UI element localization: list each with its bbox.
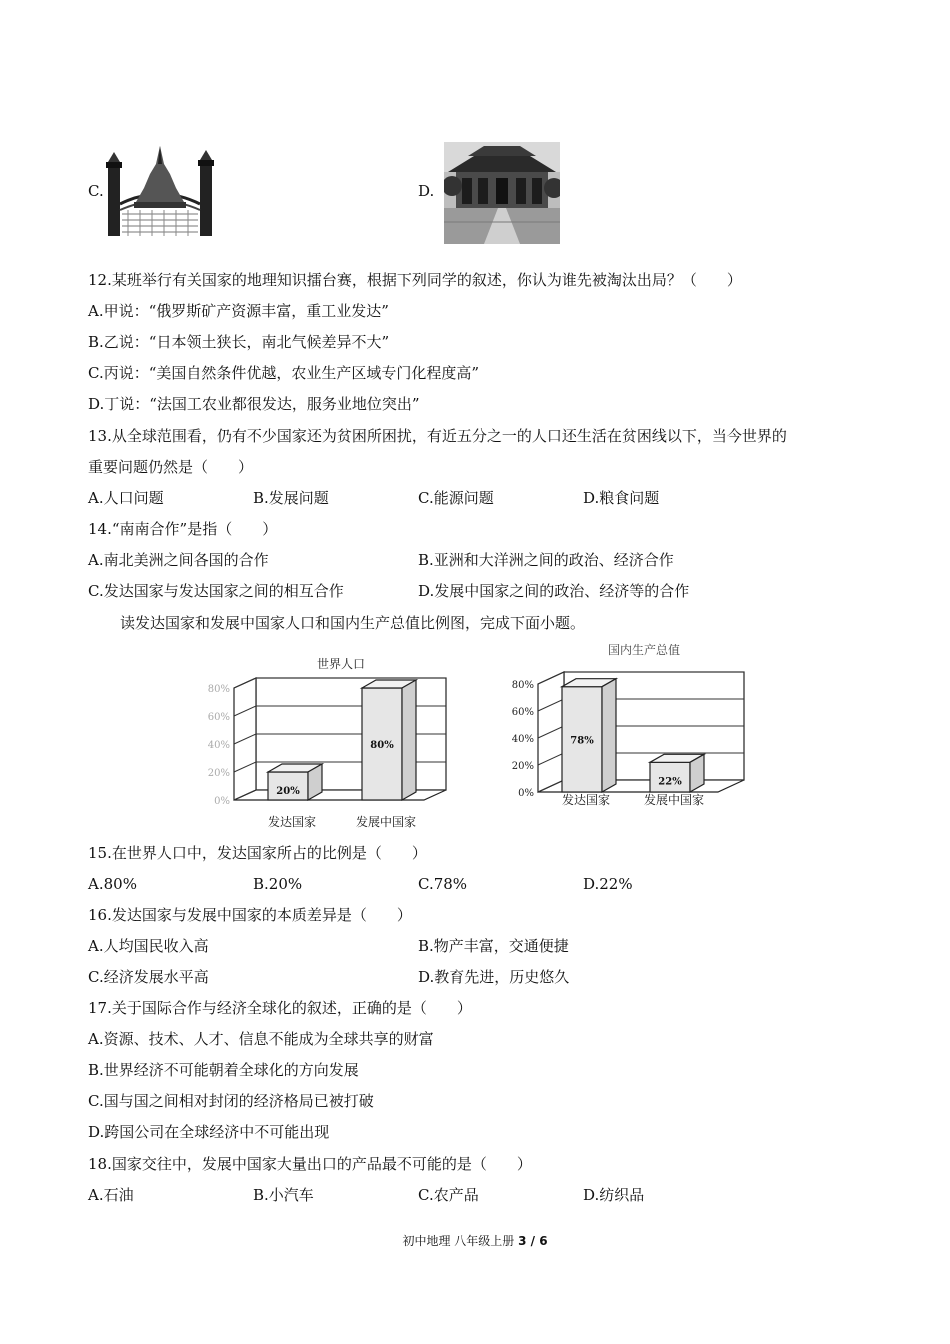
q14-stem: 14.“南南合作”是指（ ） bbox=[88, 520, 278, 538]
q12-stem: 12.某班举行有关国家的地理知识擂台赛，根据下列同学的叙述，你认为谁先被淘汰出局？（ ） bbox=[88, 271, 742, 289]
q12-option-b: B.乙说：“日本领土狭长，南北气候差异不大” bbox=[88, 333, 390, 351]
q17-option-b: B.世界经济不可能朝着全球化的方向发展 bbox=[88, 1061, 359, 1079]
q13-stem-line1: 13.从全球范围看，仍有不少国家还为贫困所困扰，有近五分之一的人口还生活在贫困线以下，当今世界的 bbox=[88, 427, 787, 445]
q17-stem: 17.关于国际合作与经济全球化的叙述，正确的是（ ） bbox=[88, 999, 472, 1017]
pop-chart-title: 世界人口 bbox=[316, 657, 366, 671]
pop-y-tick-label: 60% bbox=[207, 712, 230, 723]
pop-y-tick-label: 20% bbox=[207, 768, 230, 779]
q14-option-a: A.南北美洲之间各国的合作 bbox=[88, 551, 269, 569]
q12-option-d: D.丁说：“法国工农业都很发达，服务业地位突出” bbox=[88, 395, 420, 413]
chart-intro: 读发达国家和发展中国家人口和国内生产总值比例图，完成下面小题。 bbox=[120, 614, 586, 632]
page-separator: / bbox=[526, 1234, 540, 1248]
q15-option-a: A.80% bbox=[88, 875, 137, 893]
gdp-y-tick-label: 60% bbox=[511, 707, 534, 718]
gdp-y-tick-label: 0% bbox=[518, 788, 534, 799]
q17-option-a: A.资源、技术、人才、信息不能成为全球共享的财富 bbox=[88, 1030, 434, 1048]
q13-stem-line2: 重要问题仍然是（ ） bbox=[88, 458, 254, 476]
q18-option-b: B.小汽车 bbox=[253, 1186, 314, 1204]
q16-option-a: A.人均国民收入高 bbox=[88, 937, 209, 955]
gdp-chart bbox=[496, 640, 752, 820]
pop-category-label: 发达国家 bbox=[267, 815, 317, 829]
q18-option-c: C.农产品 bbox=[418, 1186, 479, 1204]
q14-option-c: C.发达国家与发达国家之间的相互合作 bbox=[88, 582, 344, 600]
pop-y-tick-label: 0% bbox=[214, 796, 230, 807]
pop-y-tick-label: 80% bbox=[207, 684, 230, 695]
pop-y-tick-label: 40% bbox=[207, 740, 230, 751]
gdp-y-tick-label: 40% bbox=[511, 734, 534, 745]
gdp-bar-side bbox=[602, 679, 616, 792]
q16-option-b: B.物产丰富，交通便捷 bbox=[418, 937, 569, 955]
temple-hall-image bbox=[444, 142, 560, 244]
gdp-y-tick-label: 20% bbox=[511, 761, 534, 772]
q13-option-b: B.发展问题 bbox=[253, 489, 329, 507]
q17-option-c: C.国与国之间相对封闭的经济格局已被打破 bbox=[88, 1092, 374, 1110]
gdp-y-tick-label: 80% bbox=[511, 680, 534, 691]
gdp-bar-value-label: 78% bbox=[570, 735, 594, 747]
page-total: 6 bbox=[539, 1234, 548, 1248]
footer-text: 初中地理 八年级上册 bbox=[402, 1234, 519, 1248]
pop-category-label: 发展中国家 bbox=[355, 815, 417, 829]
q13-option-a: A.人口问题 bbox=[88, 489, 164, 507]
q16-option-d: D.教育先进，历史悠久 bbox=[418, 968, 570, 986]
q16-stem: 16.发达国家与发展中国家的本质差异是（ ） bbox=[88, 906, 412, 924]
q15-option-c: C.78% bbox=[418, 875, 468, 893]
q15-option-b: B.20% bbox=[253, 875, 303, 893]
world-population-chart bbox=[196, 652, 458, 834]
pop-bar-value-label: 80% bbox=[370, 740, 394, 751]
gdp-bar-value-label: 22% bbox=[658, 776, 682, 788]
q11-option-d-label: D. bbox=[418, 182, 435, 200]
q14-option-b: B.亚洲和大洋洲之间的政治、经济合作 bbox=[418, 551, 674, 569]
q18-option-a: A.石油 bbox=[88, 1186, 134, 1204]
q12-option-a: A.甲说：“俄罗斯矿产资源丰富，重工业发达” bbox=[88, 302, 389, 320]
page-number: 3 bbox=[518, 1234, 527, 1248]
gdp-category-label: 发展中国家 bbox=[643, 793, 705, 807]
q13-option-d: D.粮食问题 bbox=[583, 489, 660, 507]
pagoda-gate-image bbox=[104, 144, 216, 238]
q11-option-c-label: C. bbox=[88, 182, 104, 200]
q17-option-d: D.跨国公司在全球经济中不可能出现 bbox=[88, 1123, 330, 1141]
gdp-category-label: 发达国家 bbox=[561, 793, 611, 807]
q18-option-d: D.纺织品 bbox=[583, 1186, 645, 1204]
q12-option-c: C.丙说：“美国自然条件优越，农业生产区域专门化程度高” bbox=[88, 364, 480, 382]
q15-stem: 15.在世界人口中，发达国家所占的比例是（ ） bbox=[88, 844, 427, 862]
q13-option-c: C.能源问题 bbox=[418, 489, 494, 507]
q18-stem: 18.国家交往中，发展中国家大量出口的产品最不可能的是（ ） bbox=[88, 1155, 532, 1173]
q16-option-c: C.经济发展水平高 bbox=[88, 968, 209, 986]
pop-bar-side bbox=[402, 680, 416, 800]
q15-option-d: D.22% bbox=[583, 875, 633, 893]
q14-option-d: D.发展中国家之间的政治、经济等的合作 bbox=[418, 582, 690, 600]
gdp-chart-title: 国内生产总值 bbox=[607, 643, 681, 657]
pop-bar-value-label: 20% bbox=[276, 786, 300, 797]
page-footer bbox=[0, 1232, 950, 1249]
